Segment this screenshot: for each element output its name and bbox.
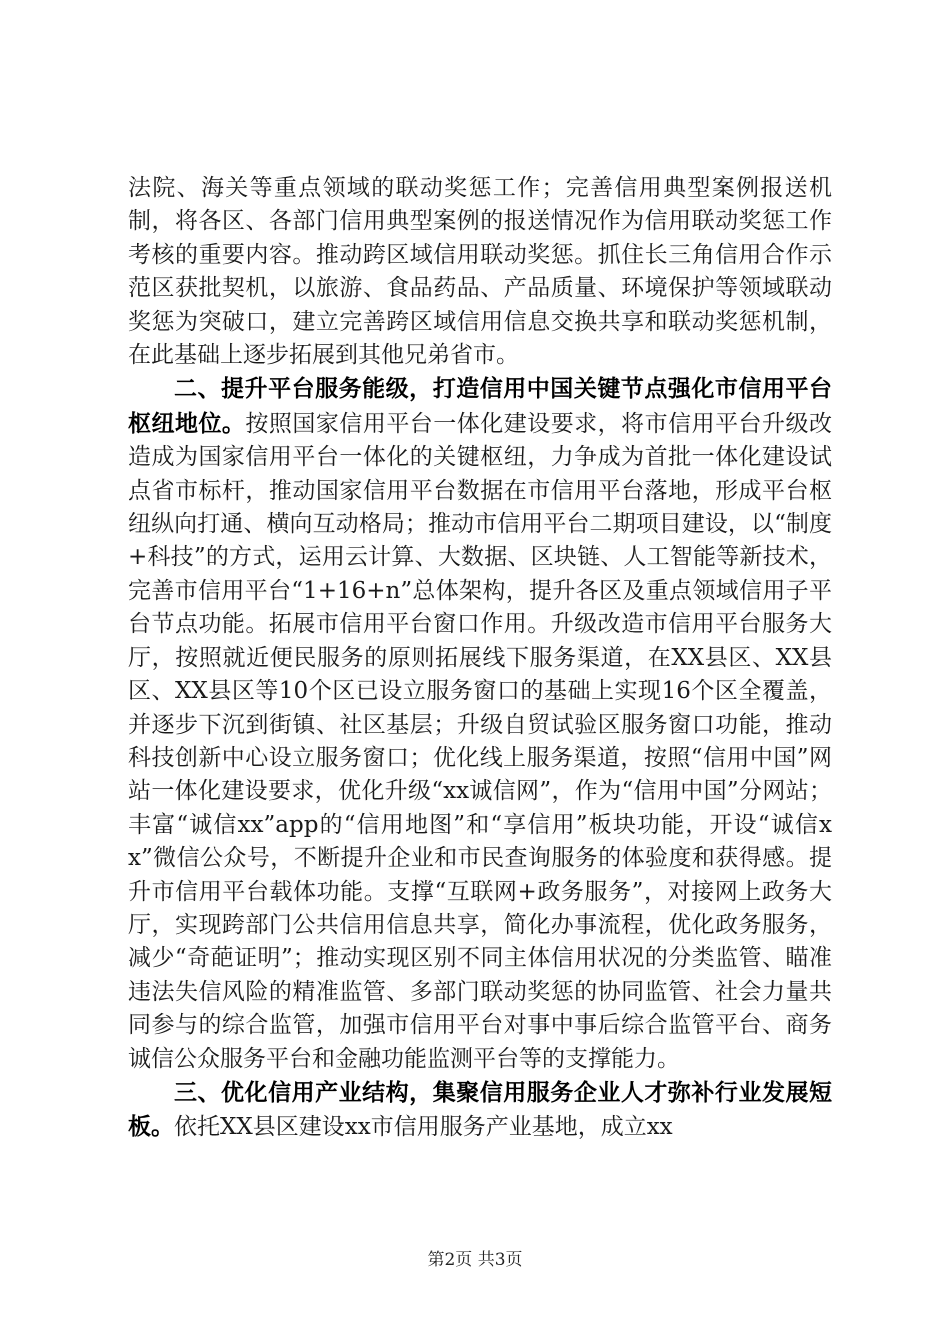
paragraph-text: 依托XX县区建设xx市信用服务产业基地，成立xx: [174, 1114, 673, 1141]
paragraph-text: 按照国家信用平台一体化建设要求，将市信用平台升级改造成为国家信用平台一体化的关键枢纽，力争成为首批一体化建设试点省市标杆，推动国家信用平台数据在市信用平台落地，形成平台枢纽纵向打通、横向互动格局；推动市信用平台二期项目建设，以“制度+科技”的方式，运用云计算、大数据、区块链、人工智能等新技术，完善市信用平台“1+16+n”总体架构，提升各区及重点领域信用子平台节点功能。拓展市信用平台窗口作用。升级改造市信用平台服务大厅，按照就近便民服务的原则拓展线下服务渠道，在XX县区、XX县区、XX县区等10个区已设立服务窗口的基础上实现16个区全覆盖，并逐步下沉到街镇、社区基层；升级自贸试验区服务窗口功能，推动科技创新中心设立服务窗口；优化线上服务渠道，按照“信用中国”网站一体化建设要求，优化升级“xx诚信网”，作为“信用中国”分网站；丰富“诚信xx”app的“信用地图”和“享信用”板块功能，开设“诚信xx”微信公众号，不断提升企业和市民查询服务的体验度和获得感。提升市信用平台载体功能。支撑“互联网+政务服务”，对接网上政务大厅，实现跨部门公共信用信息共享，简化办事流程，优化政务服务，减少“奇葩证明”；推动实现区别不同主体信用状况的分类监管、瞄准违法失信风险的精准监管、多部门联动奖惩的协同监管、社会力量共同参与的综合监管，加强市信用平台对事中事后综合监管平台、商务诚信公众服务平台和金融功能监测平台等的支撑能力。: [128, 410, 833, 1072]
section-heading: 三、优化信用产业结构，集聚信用服务企业人才弥补行业发展短板。: [128, 1078, 832, 1141]
page-number-footer: 第2页 共3页: [427, 1250, 523, 1270]
document-body: [128, 172, 832, 1145]
section-heading: 二、提升平台服务能级，打造信用中国关键节点强化市信用平台枢纽地位。: [128, 375, 832, 437]
paragraph-text: 法院、海关等重点领域的联动奖惩工作；完善信用典型案例报送机制，将各区、各部门信用典型案例的报送情况作为信用联动奖惩工作考核的重要内容。推动跨区域信用联动奖惩。抓住长三角信用合作示范区获批契机，以旅游、食品药品、产品质量、环境保护等领域联动奖惩为突破口，建立完善跨区域信用信息交换共享和联动奖惩机制，在此基础上逐步拓展到其他兄弟省市。: [128, 175, 832, 369]
paragraph-section-two: [128, 372, 832, 1076]
paragraph-continued: [128, 172, 832, 372]
paragraph-section-three: [128, 1076, 832, 1145]
